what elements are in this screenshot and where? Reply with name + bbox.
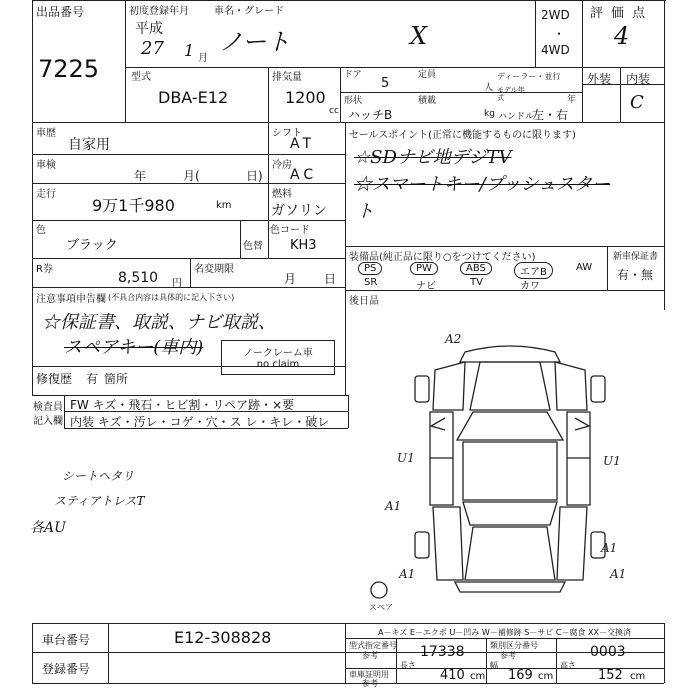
model-designation: 17338 xyxy=(420,644,465,660)
displacement-unit: cc xyxy=(329,106,339,116)
height-unit: cm xyxy=(630,671,646,682)
spare-tire-icon xyxy=(371,582,387,598)
car-diagram xyxy=(345,300,665,625)
class-number: 0003 xyxy=(590,644,626,660)
front-bumper xyxy=(460,346,560,362)
length-unit: cm xyxy=(470,671,486,682)
warranty-value: 有・無 xyxy=(617,268,654,282)
no-claim-jp: ノークレーム車 xyxy=(243,348,313,359)
damage-mark-a2: A2 xyxy=(445,332,462,346)
history-label: 車歴 xyxy=(36,128,56,139)
cert-label: 車庫証明用 xyxy=(349,670,389,679)
notes-sub-label: (不具合内容は具体的に記入下さい) xyxy=(108,293,235,302)
handwritten-note-1: シートヘタリ xyxy=(62,469,135,483)
shape: ハッチB xyxy=(348,108,393,122)
month-unit: 月 xyxy=(198,53,208,64)
left-front-fender xyxy=(433,362,465,410)
drive-2wd: 2WD xyxy=(541,8,570,22)
rear-hatch xyxy=(465,527,555,580)
capacity-label: 定員 xyxy=(418,70,437,80)
equip-airbag: エアB xyxy=(514,262,553,279)
car-name: ノート xyxy=(219,28,291,56)
grade: X xyxy=(410,22,428,50)
model-grade-label: 車名・グレード xyxy=(214,6,284,17)
left-front-wheel xyxy=(415,376,429,402)
length: 410 xyxy=(440,668,465,683)
handwritten-note-3: 各AU xyxy=(30,520,66,536)
score-label: 評価点 xyxy=(590,6,654,21)
model-code: DBA-E12 xyxy=(158,88,229,107)
inspection-year: 年 xyxy=(134,169,147,183)
shift-label: シフト xyxy=(272,128,302,139)
class-sub: 参考 xyxy=(500,651,516,660)
inspector-row-1: FW キズ・飛石・ヒビ割・リペア跡・×要 xyxy=(70,398,295,412)
model-designation-sub: 参考 xyxy=(362,651,378,660)
equip-abs: ABS xyxy=(460,262,492,275)
left-rear-wheel xyxy=(415,532,429,558)
equip-navi: ナビ xyxy=(416,281,436,292)
dealer-label: ディーラー・並行 xyxy=(497,72,561,81)
notes-label: 注意事項申告欄 xyxy=(36,294,106,305)
ac: AC xyxy=(290,167,318,183)
lot-label: 出品番号 xyxy=(36,5,85,19)
inspector-row-2: 内装 キズ・汚レ・コゲ・穴・ス レ・キレ・破レ xyxy=(70,415,330,429)
recycle-label: R券 xyxy=(36,264,53,275)
damage-mark-u1-left: U1 xyxy=(397,451,415,465)
hood xyxy=(470,362,550,410)
equip-leather: カワ xyxy=(520,281,540,292)
reg-month: 1 xyxy=(184,41,195,60)
rear-seat-label: 後日品 xyxy=(349,296,379,307)
interior-label: 内装 xyxy=(626,72,651,86)
damage-mark-a1-rear-right: A1 xyxy=(601,541,618,555)
repair-label: 修復歴 xyxy=(36,372,73,386)
title-deadline-label: 名変期限 xyxy=(194,264,234,275)
right-front-wheel xyxy=(591,376,605,402)
equip-ps: PS xyxy=(358,262,382,275)
selling-point-1: ☆SDナビ地デジTV xyxy=(354,147,512,168)
color-code: KH3 xyxy=(290,238,317,253)
length-label: 長さ xyxy=(400,661,416,670)
doors-label: ドア xyxy=(344,70,362,80)
load-unit: kg xyxy=(484,109,495,119)
left-rear-quarter xyxy=(433,507,463,580)
history: 自家用 xyxy=(68,137,110,153)
recycle-fee: 8,510 xyxy=(118,270,159,286)
first-reg-label: 初度登録年月 xyxy=(129,6,189,17)
era: 平成 xyxy=(135,21,163,37)
equip-tv: TV xyxy=(470,277,483,288)
mileage-unit: km xyxy=(216,200,232,211)
notes-line-2: スペアキー(車内) xyxy=(64,337,204,358)
class-label: 類別区分番号 xyxy=(490,641,538,650)
load-label: 積載 xyxy=(418,96,437,106)
displacement: 1200 xyxy=(285,88,326,107)
spare-label: スペア xyxy=(369,603,393,612)
doors: 5 xyxy=(381,76,390,91)
mileage: 9万1千980 xyxy=(92,196,175,215)
damage-mark-a1-left: A1 xyxy=(385,499,402,513)
model-year-unit: 年 xyxy=(567,95,577,105)
model-year-label: モデル年式 xyxy=(497,86,525,102)
color-change-label: 色替 xyxy=(243,241,263,252)
inspection-month: 月( xyxy=(183,169,200,183)
chassis-label: 車台番号 xyxy=(42,633,91,647)
fuel-label: 燃料 xyxy=(272,189,292,200)
title-deadline-month: 月 xyxy=(284,272,297,286)
no-claim-en: no claim xyxy=(256,359,300,370)
selling-point-2: ☆スマートキー/プッシュスター xyxy=(354,174,611,195)
damage-mark-a1-rear-left: A1 xyxy=(399,567,416,581)
color: ブラック xyxy=(66,238,118,253)
model-designation-label: 型式指定番号 xyxy=(349,641,397,650)
drive-dot: ・ xyxy=(553,27,566,41)
inspection-day: 日) xyxy=(246,169,263,183)
damage-legend: A－キズ E－エクボ U－凹み W－補修跡 S－サビ C－腐食 XX－交換済 xyxy=(378,628,632,637)
handwritten-note-2: スティアトレスT xyxy=(54,494,145,508)
color-label: 色 xyxy=(36,225,46,236)
equip-sr: SR xyxy=(364,277,378,288)
windshield xyxy=(457,412,563,440)
reg-label: 登録番号 xyxy=(42,662,91,676)
model-code-label: 型式 xyxy=(131,72,151,83)
shape-label: 形状 xyxy=(344,96,363,106)
damage-mark-a1-right: A1 xyxy=(610,567,627,581)
selling-points-label: セールスポイント(正常に機能するものに限ります) xyxy=(349,130,576,141)
rear-window xyxy=(463,502,557,525)
interior-grade: C xyxy=(630,92,644,113)
fuel: ガソリン xyxy=(271,203,327,219)
displacement-label: 排気量 xyxy=(272,72,302,83)
inspector-label-2: 記入欄 xyxy=(33,416,63,427)
damage-mark-u1-right: U1 xyxy=(603,454,621,468)
chassis-number: E12-308828 xyxy=(174,628,272,647)
score-value: 4 xyxy=(614,22,630,50)
repair-unit: 箇所 xyxy=(104,372,129,386)
roof xyxy=(463,442,557,500)
cert-sub: 参考 xyxy=(362,679,378,688)
height: 152 xyxy=(598,668,623,683)
width: 169 xyxy=(508,668,533,683)
equipment-label: 装備品(純正品に限り○をつけてください) xyxy=(349,252,536,263)
recycle-unit: 円 xyxy=(172,278,182,289)
inspection-label: 車検 xyxy=(36,160,56,171)
width-unit: cm xyxy=(538,671,554,682)
repair-value: 有 xyxy=(86,372,99,386)
right-front-fender xyxy=(555,362,587,410)
warranty-label: 新車保証書 xyxy=(613,252,659,262)
title-deadline-day: 日 xyxy=(324,272,337,286)
handle: 左・右 xyxy=(532,108,569,122)
ac-label: 冷房 xyxy=(272,160,292,171)
handle-label: ハンドル xyxy=(498,112,535,122)
lot-number: 7225 xyxy=(38,55,100,83)
notes-line-1: ☆保証書、取説、ナビ取説、 xyxy=(42,312,276,333)
equip-aw: AW xyxy=(576,262,593,273)
right-rear-quarter xyxy=(557,507,587,580)
reg-year: 27 xyxy=(141,38,164,59)
rear-bumper xyxy=(455,582,565,592)
shift: AT xyxy=(290,136,316,152)
equip-pw: PW xyxy=(410,262,438,275)
mileage-label: 走行 xyxy=(36,189,56,200)
color-code-label: 色コード xyxy=(270,225,310,236)
inspector-label-1: 検査員 xyxy=(33,402,63,413)
capacity-unit: 人 xyxy=(484,83,494,93)
selling-point-3: ト xyxy=(356,201,374,222)
exterior-label: 外装 xyxy=(587,72,612,86)
width-label: 幅 xyxy=(490,661,498,670)
height-label: 高さ xyxy=(560,661,576,670)
drive-4wd: 4WD xyxy=(541,43,570,57)
no-claim-stamp xyxy=(221,340,335,375)
